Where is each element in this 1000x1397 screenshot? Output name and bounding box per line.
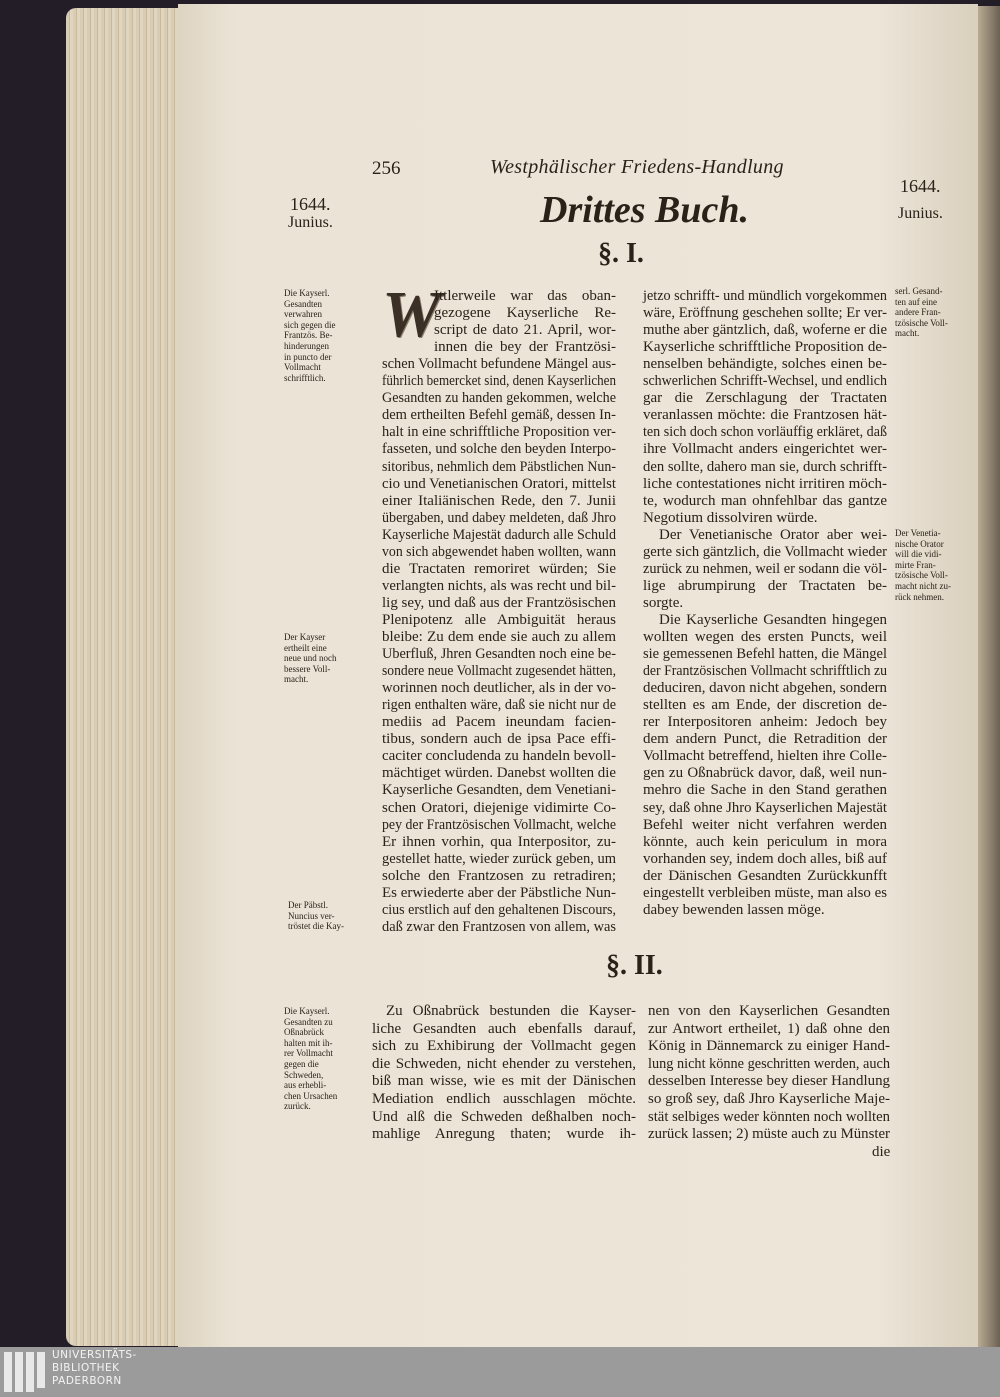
text-line: cio und Venetianischen Oratori, mittelst bbox=[382, 475, 616, 492]
text-line: veranlassen möchte: die Frantzosen hät- bbox=[643, 407, 887, 424]
next-page-edge bbox=[978, 6, 1000, 1347]
text-line: Die Kayserliche Gesandten hingegen bbox=[659, 611, 887, 628]
margin-note-line: andere Fran- bbox=[895, 307, 941, 318]
text-line: sey, daß ohne Jhro Kayserlichen Majestät bbox=[643, 799, 887, 816]
text-line: dem andern Punct, die Retradition der bbox=[643, 731, 887, 748]
margin-note-line: bessere Voll- bbox=[284, 663, 331, 674]
page-number: 256 bbox=[372, 158, 401, 179]
text-line: Ittlerweile war das oban- bbox=[434, 288, 616, 304]
page-edges bbox=[66, 8, 184, 1346]
margin-note-line: Der Päbstl. bbox=[288, 900, 328, 910]
year-left: 1644. bbox=[290, 194, 331, 214]
text-line: wollten wegen des ersten Puncts, weil bbox=[643, 629, 887, 645]
margin-note-line: Gesandten zu bbox=[284, 1016, 333, 1027]
margin-note-line: Die Kayserl. bbox=[284, 288, 330, 298]
text-line: den sollte, dahero man sie, durch schrifft- bbox=[643, 458, 887, 475]
text-line: deduciren, davon nicht abgehen, sondern bbox=[643, 680, 887, 697]
text-line: lung nicht könne geschritten werden, auch bbox=[648, 1055, 890, 1072]
margin-note-line: Der Kayser bbox=[284, 632, 326, 642]
month-right: Junius. bbox=[898, 205, 943, 222]
text-line: muthe aber gäntzlich, daß, woferne er die bbox=[643, 322, 887, 339]
text-line: der Frantzösischen Vollmacht schrifftlich zu bbox=[643, 663, 887, 680]
text-line: ihre Vollmacht anders eingerichtet wer- bbox=[643, 441, 887, 458]
text-line: stellten es am Ende, der discretion de- bbox=[643, 697, 887, 714]
text-line: sitoribus, nehmlich dem Päbstlichen Nun- bbox=[382, 458, 616, 475]
month-left: Junius. bbox=[288, 214, 333, 231]
margin-note-line: macht nicht zu- bbox=[895, 581, 951, 591]
margin-note-line: aus erhebli- bbox=[284, 1080, 327, 1091]
text-line: bleibe: Zu dem ende sie auch zu allem bbox=[382, 629, 616, 645]
text-line: desselben Interesse bey dieser Handlung bbox=[648, 1073, 890, 1090]
margin-note-line: zurück. bbox=[284, 1101, 311, 1112]
text-line: die Schweden, nicht ehender zu verstehen, bbox=[372, 1055, 636, 1072]
text-line: mächtiget würden. Danebst wollten die bbox=[382, 765, 616, 782]
text-line: innen die bey der Frantzösi- bbox=[434, 339, 616, 356]
margin-note-line: Die Kayserl. bbox=[284, 1006, 330, 1016]
text-line: stät selbiges weder könnten noch wollten bbox=[648, 1108, 890, 1125]
text-line: mahlige Anregung thaten; wurde ih- bbox=[372, 1126, 636, 1143]
text-line: könnte, auch kein periculum in mora bbox=[643, 833, 887, 850]
text-line: zurück lassen; 2) müste auch zu Münster bbox=[648, 1126, 890, 1143]
margin-note-line: sich gegen die bbox=[284, 319, 336, 330]
text-line: dem ertheilten Befehl gemäß, dessen In- bbox=[382, 407, 616, 424]
year-right: 1644. bbox=[900, 176, 941, 196]
section-heading-2: §. II. bbox=[606, 950, 663, 981]
text-line: verlangten nichts, als was recht und bil- bbox=[382, 577, 616, 594]
text-line: fasseten, und solche den beyden Interpo- bbox=[382, 441, 616, 458]
text-line: Befehl weiter nicht verfahren werden bbox=[643, 816, 887, 833]
text-line: führlich bemercket sind, denen Kayserlichen bbox=[382, 373, 616, 390]
book-title: Drittes Buch. bbox=[540, 189, 750, 231]
margin-note-line: Oßnabrück bbox=[284, 1027, 324, 1038]
text-line: Plenipotenz alle Ambiguität heraus bbox=[382, 611, 616, 628]
margin-note-line: chen Ursachen bbox=[284, 1090, 338, 1101]
margin-note-line: tzösische Voll- bbox=[895, 570, 948, 581]
margin-note-line: Der Venetia- bbox=[895, 528, 941, 538]
margin-note-line: nische Orator bbox=[895, 538, 944, 549]
drop-cap: W bbox=[382, 278, 441, 351]
text-line: rigen enthalten wäre, daß sie nicht nur de bbox=[382, 697, 616, 714]
text-line: mehro die Sache in den Stand gerathen bbox=[643, 782, 887, 799]
margin-note-line: Vollmacht bbox=[284, 362, 321, 373]
margin-note-line: schrifftlich. bbox=[284, 372, 326, 383]
text-line: daß zwar den Frantzosen von allem, was bbox=[382, 918, 616, 935]
margin-note-line: halten mit ih- bbox=[284, 1037, 333, 1048]
text-line: liche contestationes nicht irritiren möch- bbox=[643, 475, 887, 492]
text-line: sich zu Exhibirung der Vollmacht gegen bbox=[372, 1038, 636, 1055]
text-line: sondere neue Vollmacht zugesendet hätten, bbox=[382, 663, 616, 680]
margin-note-line: macht. bbox=[284, 674, 309, 685]
text-line: mediis ad Pacem ineundam facien- bbox=[382, 714, 616, 731]
text-line: zurück zu nehmen, weil er sodann die völ- bbox=[643, 560, 887, 577]
text-line: Und alß die Schweden deßhalben noch- bbox=[372, 1108, 636, 1125]
text-line: Kayserliche Majestät dadurch alle Schuld bbox=[382, 526, 616, 543]
text-line: schwerlichen Schrifft-Wechsel, und endlich bbox=[643, 373, 887, 390]
text-line: pey der Frantzösischen Vollmacht, welche bbox=[382, 816, 616, 833]
text-line: Mediation endlich ausschlagen möchte. bbox=[372, 1091, 636, 1107]
margin-note-line: verwahren bbox=[284, 309, 322, 320]
text-line: vorhanden sey, indem doch alles, biß auf bbox=[643, 850, 887, 867]
text-line: schen Oratori, diejenige vidimirte Co- bbox=[382, 799, 616, 816]
text-line: dabey bewenden lassen möge. bbox=[643, 901, 825, 918]
logo-line: BIBLIOTHEK bbox=[52, 1362, 120, 1374]
text-line: gar die Zerschlagung der Tractaten bbox=[643, 390, 887, 407]
text-line: Der Venetianische Orator aber wei- bbox=[659, 526, 887, 543]
text-line: rer Interpositoren anheim: Jedoch bey bbox=[643, 714, 887, 731]
text-line: nenselben behändigte, solches einen be- bbox=[643, 356, 887, 373]
text-line: Kayserliche schrifftliche Proposition de- bbox=[643, 339, 887, 356]
text-line: caciter concludenda zu handeln bevoll- bbox=[382, 748, 616, 765]
text-line: cius erstlich auf den gehaltenen Discours, bbox=[382, 901, 616, 918]
text-line: gerte sich gäntzlich, die Vollmacht wieder bbox=[643, 543, 887, 560]
text-line: Uberfluß, Jhren Gesandten noch eine be- bbox=[382, 646, 616, 663]
text-line: lig sey, und daß aus der Frantzösischen bbox=[382, 594, 616, 611]
text-line: zur Antwort ertheilet, 1) daß ohne den bbox=[648, 1020, 890, 1037]
margin-note-line: Frantzös. Be- bbox=[284, 330, 333, 341]
text-line: worinnen noch deutlicher, als in der vo- bbox=[382, 680, 616, 697]
text-line: gestellet hatte, wieder zurück geben, um bbox=[382, 850, 616, 867]
margin-note-line: macht. bbox=[895, 328, 920, 339]
logo-line: UNIVERSITÄTS- bbox=[52, 1349, 137, 1361]
text-line: ten sich doch schon vorläuffig erkläret, daß bbox=[643, 424, 887, 441]
text-line: König in Dännemarck zu einiger Hand- bbox=[648, 1038, 890, 1055]
margin-note-line: ertheilt eine bbox=[284, 642, 327, 653]
logo-line: PADERBORN bbox=[52, 1375, 122, 1387]
text-line: einer Italiänischen Rede, den 7. Junii bbox=[382, 492, 616, 509]
running-title: Westphälischer Friedens-Handlung bbox=[490, 156, 784, 178]
text-line: gezogene Kayserliche Re- bbox=[434, 305, 616, 322]
catchword: die bbox=[872, 1144, 891, 1160]
text-line: übergaben, und dabey meldeten, daß Jhro bbox=[382, 509, 616, 526]
margin-note-line: rer Vollmacht bbox=[284, 1048, 333, 1059]
margin-note-line: Schweden, bbox=[284, 1069, 324, 1080]
margin-note-line: tröstet die Kay- bbox=[288, 921, 344, 932]
text-line: Zu Oßnabrück bestunden die Kayser- bbox=[386, 1003, 636, 1019]
text-line: Vollmacht betreffend, hielten ihre Colle- bbox=[643, 748, 887, 765]
margin-note-line: serl. Gesand- bbox=[895, 286, 943, 296]
text-line: gen zu Oßnabrück davor, daß, weil nun- bbox=[643, 765, 887, 782]
text-line: te, wodurch man ohnfehlbar das gantze bbox=[643, 492, 887, 509]
margin-note-line: gegen die bbox=[284, 1059, 319, 1069]
margin-note-line: mirte Fran- bbox=[895, 559, 936, 570]
text-line: Gesandten zu handen gekommen, welche bbox=[382, 390, 616, 407]
margin-note-line: tzösische Voll- bbox=[895, 317, 948, 328]
text-line: tibus, sondern auch de ipsa Pace effi- bbox=[382, 731, 616, 748]
text-line: von sich abgewendet haben wollten, wann bbox=[382, 543, 616, 560]
margin-note-line: Nuncius ver- bbox=[288, 910, 335, 921]
text-line: biß man wisse, wie es mit der Dänischen bbox=[372, 1073, 636, 1090]
text-line: wäre, Eröffnung geschehen sollte; Er ver- bbox=[643, 305, 887, 322]
margin-note-line: hinderungen bbox=[284, 341, 329, 351]
text-line: sie gemessenen Befehl hatten, die Mängel bbox=[643, 646, 887, 663]
text-line: Kayserliche Gesandten, dem Venetiani- bbox=[382, 782, 616, 799]
text-line: so groß sey, daß Jhro Kayserliche Maje- bbox=[648, 1091, 890, 1107]
text-line: die Tractaten remoriret würden; Sie bbox=[382, 560, 616, 577]
text-line: halt in eine schrifftliche Proposition ver- bbox=[382, 424, 616, 441]
text-line: Negotium dissolviren würde. bbox=[643, 509, 818, 526]
footer-bar bbox=[0, 1347, 1000, 1397]
margin-note-line: rück nehmen. bbox=[895, 591, 944, 602]
text-line: liche Gesandten auch ebenfalls darauf, bbox=[372, 1020, 636, 1037]
text-line: Er ihnen vorhin, qua Interpositor, zu- bbox=[382, 833, 616, 850]
text-line: lige abrumpirung der Tractaten be- bbox=[643, 577, 887, 594]
text-line: script de dato 21. April, wor- bbox=[434, 322, 616, 339]
text-line: sorgte. bbox=[643, 594, 684, 611]
text-line: nen von den Kayserlichen Gesandten bbox=[648, 1003, 890, 1019]
text-line: solche den Frantzosen zu retradiren; bbox=[382, 867, 616, 884]
margin-note-line: will die vidi- bbox=[895, 549, 942, 560]
margin-note-line: ten auf eine bbox=[895, 296, 937, 307]
text-line: schen Vollmacht befundene Mängel aus- bbox=[382, 356, 616, 373]
text-line: der Dänischen Gesandten Zurückkunfft bbox=[643, 867, 887, 884]
section-heading-1: §. I. bbox=[598, 238, 644, 269]
text-line: eingestellt verbleiben müste, man also es bbox=[643, 884, 887, 901]
text-line: Es erwiederte aber der Päbstliche Nun- bbox=[382, 884, 616, 901]
text-line: jetzo schrifft- und mündlich vorgekommen bbox=[643, 288, 887, 304]
margin-note-line: neue und noch bbox=[284, 653, 337, 664]
margin-note-line: in puncto der bbox=[284, 351, 332, 362]
margin-note-line: Gesandten bbox=[284, 298, 322, 309]
